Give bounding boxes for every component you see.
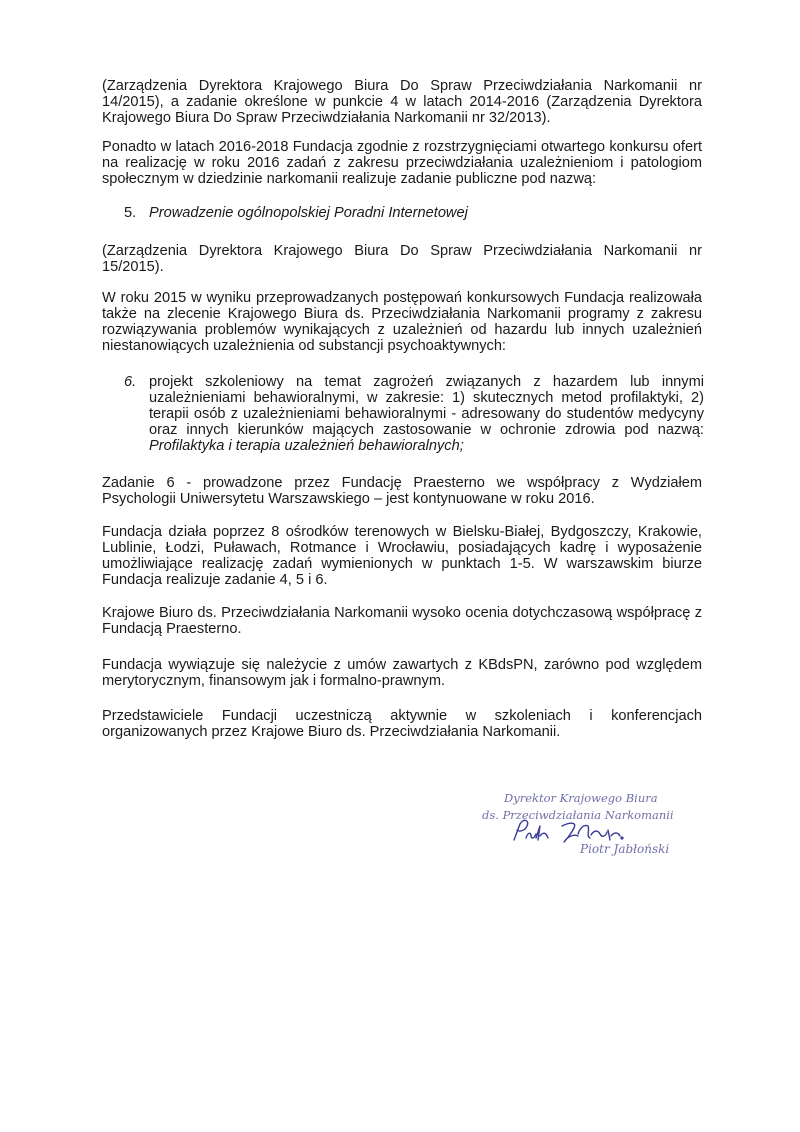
stamp-line-3: Piotr Jabłoński <box>580 842 670 856</box>
handwritten-signature <box>514 820 623 842</box>
list-item-6 <box>124 374 704 454</box>
paragraph-competition-2016-2018: Ponadto w latach 2016-2018 Fundacja zgodnie z rozstrzygnięciami otwartego konkursu ofert na realizację w roku 2016 zadań z zakresu przeciwdziałania uzależnieniom i patologiom społecznym w dziedzinie narkomanii realizuje zadanie publiczne pod nazwą: <box>102 139 702 187</box>
paragraph-contract-compliance: Fundacja wywiązuje się należycie z umów zawartych z KBdsPN, zarówno pod względem merytorycznym, finansowym jak i formalno-prawnym. <box>102 657 702 689</box>
list-item-title: Profilaktyka i terapia uzależnień behawioralnych; <box>149 438 464 454</box>
paragraph-training-participation: Przedstawiciele Fundacji uczestniczą aktywnie w szkoleniach i konferencjach organizowanych przez Krajowe Biuro ds. Przeciwdziałania Narkomanii. <box>102 708 702 740</box>
list-item-text: projekt szkoleniowy na temat zagrożeń związanych z hazardem lub innymi uzależnieniami behawioralnymi, w zakresie: 1) skutecznych metod profilaktyki, 2) terapii osób z uzależnieniami behawioralnymi - adresowany do studentów medycyny oraz innych kierunków mających zastosowanie w ochronie zdrowia pod nazwą: <box>149 374 704 438</box>
list-item-title: Prowadzenie ogólnopolskiej Poradni Internetowej <box>149 205 468 221</box>
paragraph-regulation-ref-15-2015: (Zarządzenia Dyrektora Krajowego Biura Do Spraw Przeciwdziałania Narkomanii nr 15/2015). <box>102 243 702 275</box>
list-item-5 <box>124 205 704 221</box>
list-item-number: 5. <box>124 205 137 221</box>
paragraph-regulation-ref-14-2015: (Zarządzenia Dyrektora Krajowego Biura Do Spraw Przeciwdziałania Narkomanii nr 14/2015), a zadanie określone w punkcie 4 w latach 2014-2016 (Zarządzenia Dyrektora Krajowego Biura Do Spraw Przeciwdziałania Narkomanii nr 32/2013). <box>102 78 702 126</box>
paragraph-task-6-continuation: Zadanie 6 - prowadzone przez Fundację Praesterno we współpracy z Wydziałem Psychologii Uniwersytetu Warszawskiego – jest kontynuowane w roku 2016. <box>102 475 702 507</box>
stamp-line-1: Dyrektor Krajowego Biura <box>504 791 658 805</box>
paragraph-cooperation-rating: Krajowe Biuro ds. Przeciwdziałania Narkomanii wysoko ocenia dotychczasową współpracę z Fundacją Praesterno. <box>102 605 702 637</box>
paragraph-gambling-programs-2015: W roku 2015 w wyniku przeprowadzanych postępowań konkursowych Fundacja realizowała także na zlecenie Krajowego Biura ds. Przeciwdziałania Narkomanii programy z zakresu rozwiązywania problemów wynikających z uzależnień od hazardu lub innych uzależnień niestanowiących uzależnienia od substancji psychoaktywnych: <box>102 290 702 354</box>
stamp-signature-graphic <box>470 780 690 870</box>
stamp-line-2: ds. Przeciwdziałania Narkomanii <box>482 808 674 822</box>
list-item-number: 6. <box>124 374 137 390</box>
paragraph-regional-centers: Fundacja działa poprzez 8 ośrodków terenowych w Bielsku-Białej, Bydgoszczy, Krakowie, Lublinie, Łodzi, Puławach, Rotmance i Wrocławiu, posiadających kadrę i wyposażenie umożliwiające realizację zadań wymienionych w punktach 1-5. W warszawskim biurze Fundacja realizuje zadanie 4, 5 i 6. <box>102 524 702 588</box>
list-item-description <box>149 374 704 454</box>
director-stamp-signature <box>470 780 690 870</box>
